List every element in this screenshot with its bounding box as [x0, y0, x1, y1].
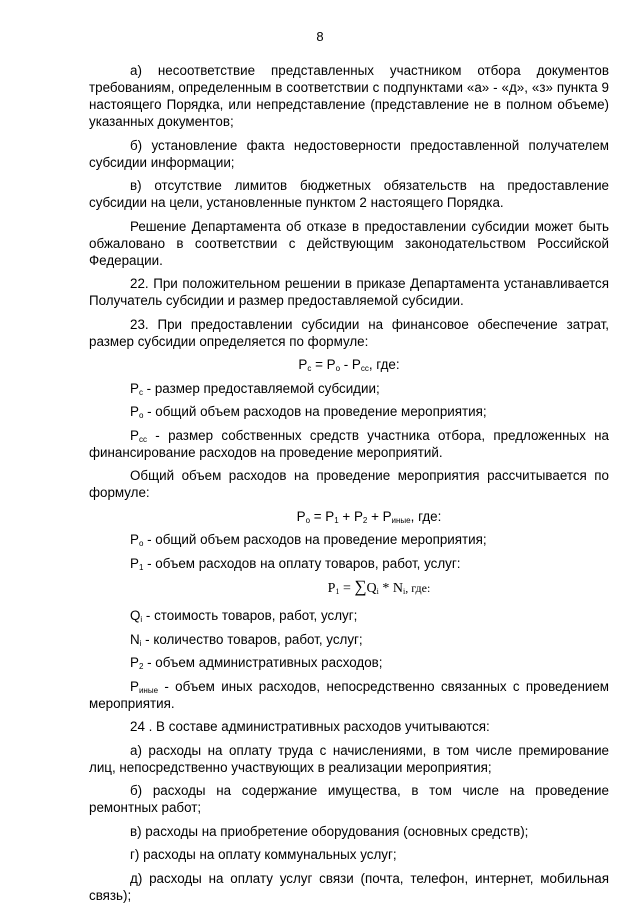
- paragraph-24b: б) расходы на содержание имущества, в том числе на проведение ремонтных работ;: [89, 783, 609, 815]
- paragraph-v-no-limits: в) отсутствие лимитов бюджетных обязательств на предоставление субсидии на цели, установленные пунктом 2 настоящего Порядка.: [89, 178, 609, 210]
- definition-po: $P_o$ - общий объем расходов на проведение мероприятия;: [130, 404, 487, 420]
- definition-p1: $P_1$ - объем расходов на оплату товаров, работ, услуг:: [130, 555, 461, 572]
- page-number: 8: [316, 29, 324, 44]
- paragraph-24: 24 . В составе административных расходов учитываются:: [130, 719, 490, 734]
- paragraph-24v: в) расходы на приобретение оборудования (основных средств);: [130, 823, 529, 839]
- paragraph-22: 22. При положительном решении в приказе Департамента устанавливается Получатель субсидии и размер предоставляемой субсидии.: [89, 276, 609, 308]
- paragraph-total-expenses: Общий объем расходов на проведение мероприятия рассчитывается по формуле:: [89, 468, 609, 500]
- paragraph-24d: д) расходы на оплату услуг связи (почта, телефон, интернет, мобильная связь);: [89, 870, 609, 903]
- paragraph-23: 23. При предоставлении субсидии на финансовое обеспечение затрат, размер субсидии определяется по формуле:: [89, 316, 609, 349]
- formula-total: $P_o = P_1 + P_2 + P_{иные}$, где:: [296, 508, 442, 525]
- definition-po-2: $P_o$ - общий объем расходов на проведение мероприятия;: [130, 532, 487, 548]
- definition-pother: $P_{иные}$ - объем иных расходов, непосредственно связанных с проведением мероприятия.: [89, 678, 609, 711]
- paragraph-24g: г) расходы на оплату коммунальных услуг;: [130, 847, 397, 862]
- formula-subsidy: $P_c = P_o - P_{cc}$, где:: [298, 357, 400, 373]
- definition-p2: $P_2$ - объем административных расходов;: [130, 655, 383, 671]
- paragraph-a-mismatch: а) несоответствие представленных участником отбора документов требованиям, определенным в соответствии с подпунктами «а» - «д», «з» пункта 9 настоящего Порядка, или непредставление (представление не в полном объеме) указанных документов;: [89, 63, 609, 129]
- definition-ni: $N_i$ - количество товаров, работ, услуг;: [130, 631, 363, 648]
- sum-symbol: ∑: [354, 577, 367, 596]
- formula-p1: $P_1 = \sum Q_i * N_i$, где:: [327, 577, 431, 596]
- paragraph-24a: а) расходы на оплату труда с начислениями, в том числе премирование лиц, непосредственно участвующих в реализации мероприятия;: [89, 742, 609, 775]
- document-body: [89, 62, 609, 910]
- definition-qi: $Q_i$ - стоимость товаров, работ, услуг;: [130, 608, 358, 624]
- paragraph-b-unreliable: б) установление факта недостоверности предоставленной получателем субсидии информации;: [89, 137, 609, 170]
- definition-pcc: $P_{cc}$ - размер собственных средств участника отбора, предложенных на финансирование расходов на проведение мероприятий.: [89, 427, 609, 460]
- paragraph-appeal: Решение Департамента об отказе в предоставлении субсидии может быть обжаловано в соответствии с действующим законодательством Российской Федерации.: [89, 218, 609, 268]
- definition-pc: $P_c$ - размер предоставляемой субсидии;: [130, 380, 380, 397]
